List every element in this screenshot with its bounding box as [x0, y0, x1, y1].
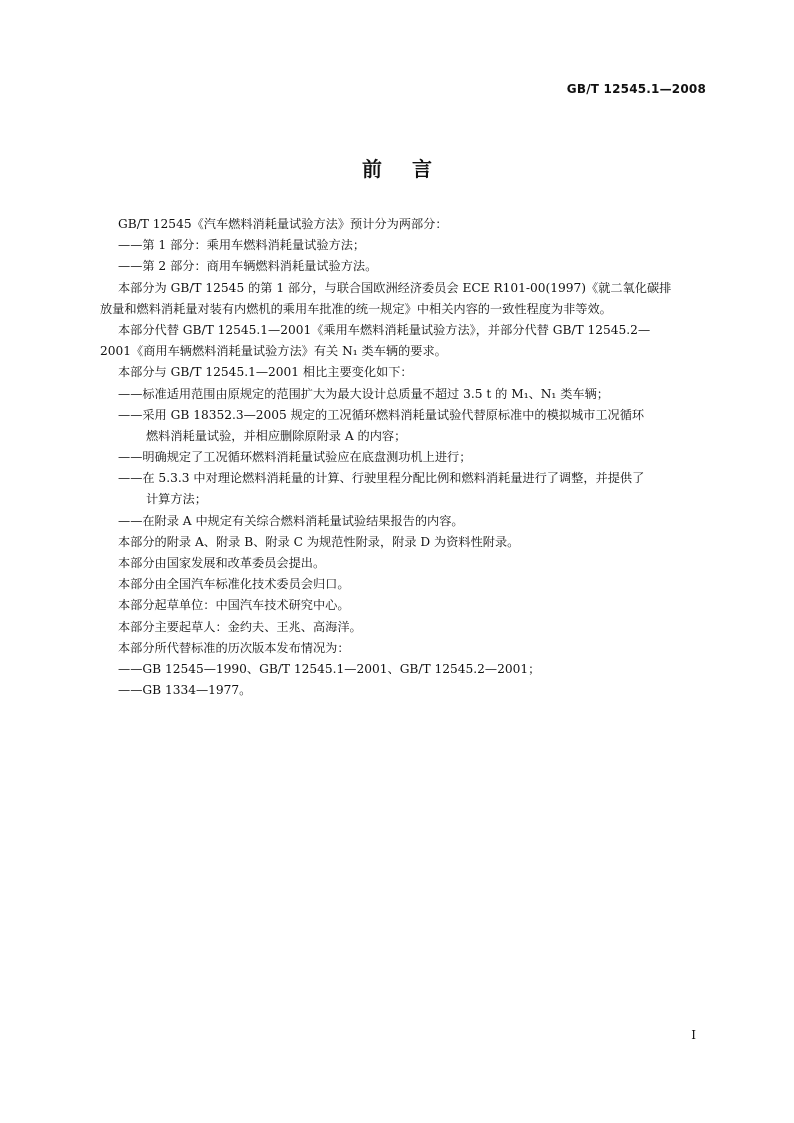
paragraph-line: GB/T 12545《汽车燃料消耗量试验方法》预计分为两部分： — [118, 217, 448, 231]
paragraph-line: 本部分与 GB/T 12545.1—2001 相比主要变化如下： — [118, 365, 413, 380]
paragraph-line: 本部分由全国汽车标准化技术委员会归口。 — [118, 577, 350, 592]
paragraph-line: 本部分起草单位：中国汽车技术研究中心。 — [118, 598, 350, 613]
paragraph-line: 本部分所代替标准的历次版本发布情况为： — [118, 640, 350, 655]
list-item: ——GB 1334—1977。 — [118, 683, 252, 698]
paragraph-line: 本部分由国家发展和改革委员会提出。 — [118, 556, 326, 570]
list-item-continuation: 燃料消耗量试验，并相应删除原附录 A 的内容； — [146, 428, 407, 443]
page-title: 前言 — [362, 157, 462, 181]
paragraph-line: 2001《商用车辆燃料消耗量试验方法》有关 N₁ 类车辆的要求。 — [100, 344, 447, 359]
paragraph-line: 本部分主要起草人：金约夫、王兆、高海洋。 — [118, 619, 362, 634]
paragraph-line: 放量和燃料消耗量对装有内燃机的乘用车批准的统一规定》中相关内容的一致性程度为非等效。 — [100, 301, 612, 316]
list-item-continuation: 计算方法； — [146, 492, 207, 507]
list-item: ——第 2 部分：商用车辆燃料消耗量试验方法。 — [118, 259, 378, 274]
list-item: ——GB 12545—1990、GB/T 12545.1—2001、GB/T 12545.2—2001； — [118, 661, 541, 676]
list-item: ——第 1 部分：乘用车燃料消耗量试验方法； — [118, 238, 366, 253]
paragraph-line: 本部分的附录 A、附录 B、附录 C 为规范性附录，附录 D 为资料性附录。 — [118, 534, 520, 549]
paragraph-line: 本部分为 GB/T 12545 的第 1 部分，与联合国欧洲经济委员会 ECE R101-00(1997)《就二氧化碳排 — [118, 280, 672, 295]
list-item: ——明确规定了工况循环燃料消耗量试验应在底盘测功机上进行； — [118, 450, 472, 465]
list-item: ——采用 GB 18352.3—2005 规定的工况循环燃料消耗量试验代替原标准中的模拟城市工况循环 — [118, 407, 645, 422]
standard-code: GB/T 12545.1—2008 — [566, 82, 706, 96]
foreword-body — [100, 214, 708, 701]
paragraph-line: 本部分代替 GB/T 12545.1—2001《乘用车燃料消耗量试验方法》，并部分代替 GB/T 12545.2— — [118, 322, 651, 337]
list-item: ——在附录 A 中规定有关综合燃料消耗量试验结果报告的内容。 — [118, 513, 464, 528]
page-number: I — [691, 1028, 696, 1042]
list-item: ——标准适用范围由原规定的范围扩大为最大设计总质量不超过 3.5 t 的 M₁、N₁ 类车辆； — [118, 386, 609, 401]
list-item: ——在 5.3.3 中对理论燃料消耗量的计算、行驶里程分配比例和燃料消耗量进行了调整，并提供了 — [118, 471, 645, 486]
